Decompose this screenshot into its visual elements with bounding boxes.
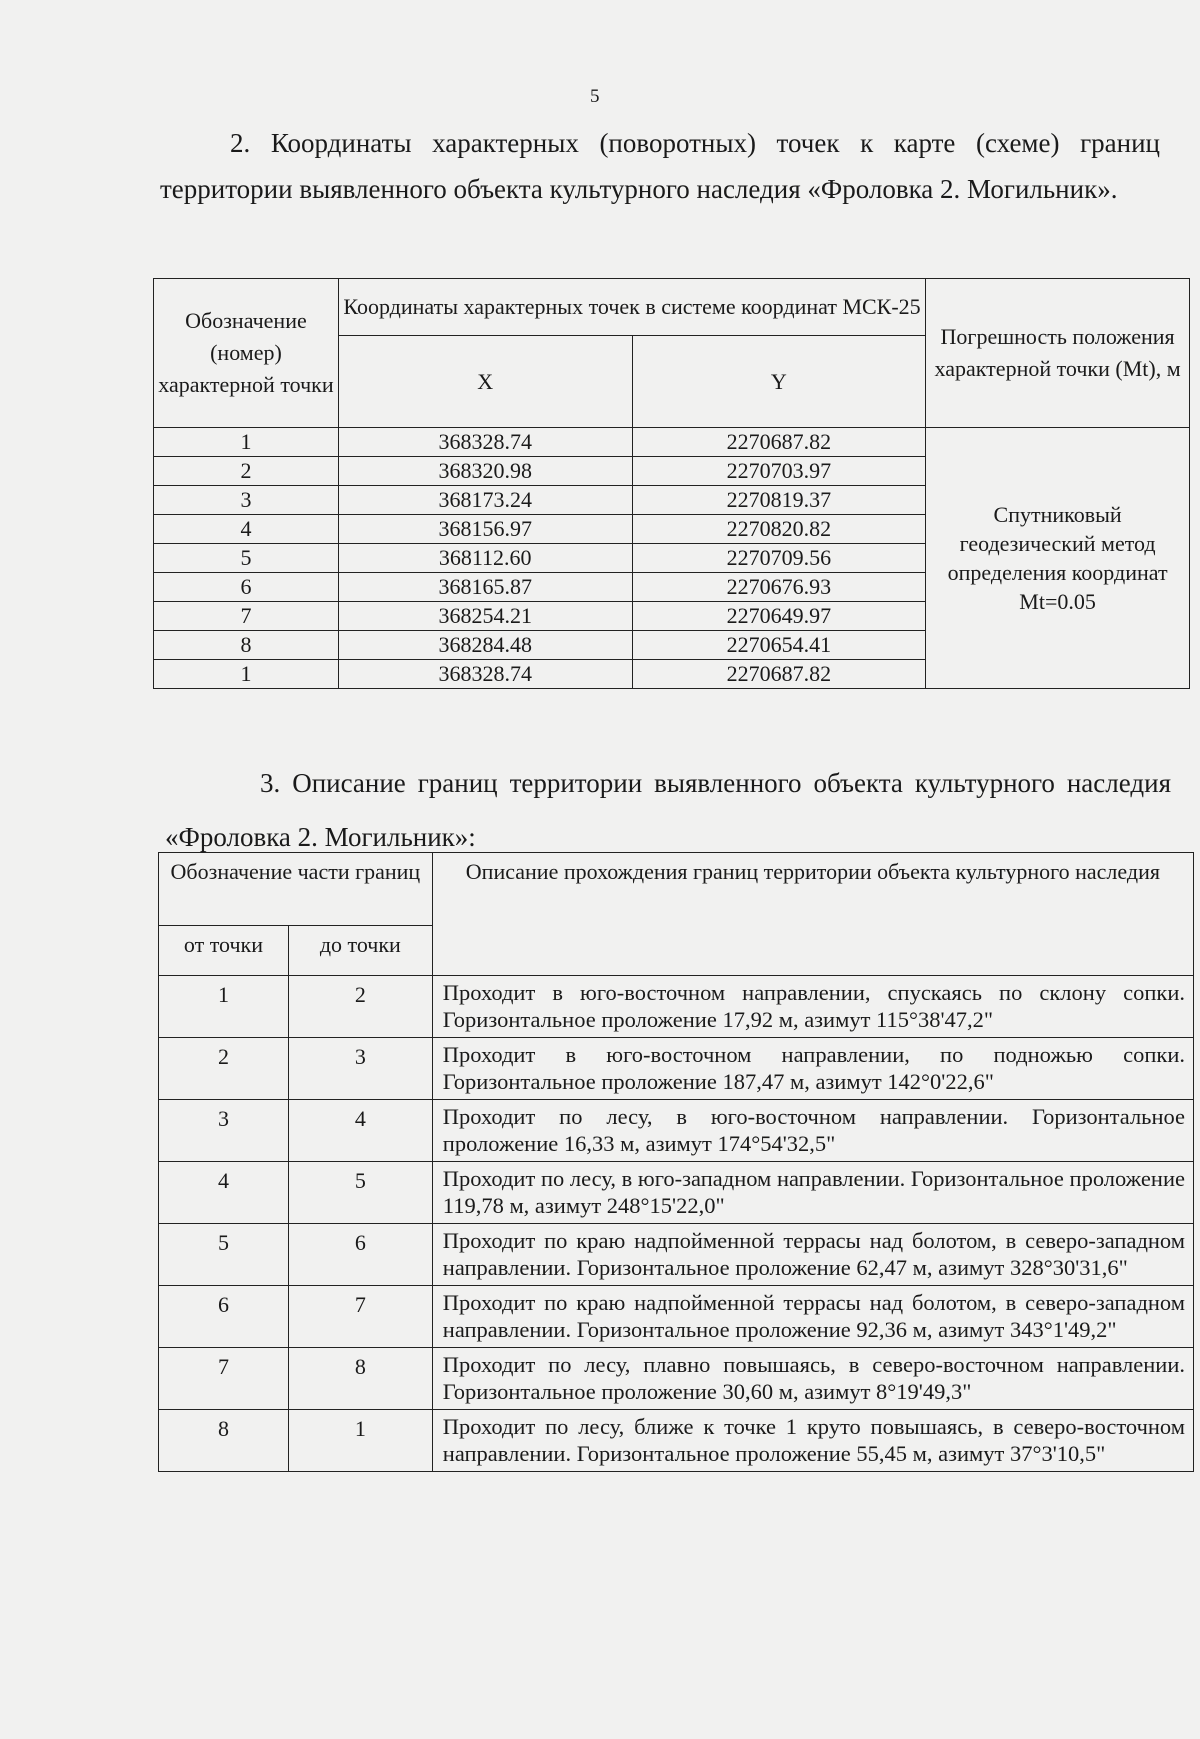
x-cell: 368328.74 <box>338 660 632 689</box>
y-cell: 2270687.82 <box>632 428 926 457</box>
y-cell: 2270820.82 <box>632 515 926 544</box>
page-number: 5 <box>590 86 600 107</box>
description-cell: Проходит по лесу, в юго-западном направлении. Горизонтальное проложение 119,78 м, азимут 248°15'22,0" <box>432 1162 1193 1224</box>
table-row <box>159 1038 1194 1100</box>
description-cell: Проходит по краю надпойменной террасы над болотом, в северо-западном направлении. Горизонтальное проложение 62,47 м, азимут 328°30'31,6" <box>432 1224 1193 1286</box>
to-point-cell: 3 <box>288 1038 432 1100</box>
header-x: X <box>338 336 632 428</box>
point-cell: 6 <box>154 573 339 602</box>
from-point-cell: 2 <box>159 1038 289 1100</box>
x-cell: 368320.98 <box>338 457 632 486</box>
table-row <box>159 1224 1194 1286</box>
x-cell: 368173.24 <box>338 486 632 515</box>
y-cell: 2270703.97 <box>632 457 926 486</box>
point-cell: 5 <box>154 544 339 573</box>
point-cell: 1 <box>154 660 339 689</box>
to-point-cell: 6 <box>288 1224 432 1286</box>
header-coordinates: Координаты характерных точек в системе координат МСК-25 <box>338 279 925 336</box>
coordinates-table <box>153 278 1190 689</box>
from-point-cell: 3 <box>159 1100 289 1162</box>
to-point-cell: 4 <box>288 1100 432 1162</box>
y-cell: 2270649.97 <box>632 602 926 631</box>
description-cell: Проходит по краю надпойменной террасы над болотом, в северо-западном направлении. Горизонтальное проложение 92,36 м, азимут 343°1'49,2" <box>432 1286 1193 1348</box>
y-cell: 2270676.93 <box>632 573 926 602</box>
header-boundary-description: Описание прохождения границ территории объекта культурного наследия <box>432 853 1193 976</box>
x-cell: 368254.21 <box>338 602 632 631</box>
table-row <box>159 1162 1194 1224</box>
table-row <box>154 428 1190 457</box>
section-2-heading: 2. Координаты характерных (поворотных) точек к карте (схеме) границ территории выявленного объекта культурного наследия «Фроловка 2. Могильник». <box>160 128 1160 204</box>
point-cell: 1 <box>154 428 339 457</box>
description-cell: Проходит в юго-восточном направлении, по подножью сопки. Горизонтальное проложение 187,47 м, азимут 142°0'22,6" <box>432 1038 1193 1100</box>
header-point-number: Обозначение (номер) характерной точки <box>154 279 339 428</box>
error-note: Спутниковый геодезический метод определения координат Mt=0.05 <box>926 428 1190 689</box>
x-cell: 368112.60 <box>338 544 632 573</box>
table-row <box>159 1286 1194 1348</box>
from-point-cell: 4 <box>159 1162 289 1224</box>
from-point-cell: 1 <box>159 976 289 1038</box>
to-point-cell: 8 <box>288 1348 432 1410</box>
point-cell: 2 <box>154 457 339 486</box>
to-point-cell: 7 <box>288 1286 432 1348</box>
from-point-cell: 8 <box>159 1410 289 1472</box>
table-row <box>159 1410 1194 1472</box>
table-row <box>159 1100 1194 1162</box>
description-cell: Проходит по лесу, плавно повышаясь, в северо-восточном направлении. Горизонтальное проложение 30,60 м, азимут 8°19'49,3" <box>432 1348 1193 1410</box>
from-point-cell: 6 <box>159 1286 289 1348</box>
header-boundary-part: Обозначение части границ <box>159 853 433 926</box>
boundary-description-table <box>158 852 1194 1472</box>
y-cell: 2270819.37 <box>632 486 926 515</box>
header-error: Погрешность положения характерной точки (Mt), м <box>926 279 1190 428</box>
x-cell: 368328.74 <box>338 428 632 457</box>
header-to-point: до точки <box>288 926 432 976</box>
description-cell: Проходит в юго-восточном направлении, спускаясь по склону сопки. Горизонтальное проложение 17,92 м, азимут 115°38'47,2" <box>432 976 1193 1038</box>
to-point-cell: 1 <box>288 1410 432 1472</box>
point-cell: 7 <box>154 602 339 631</box>
to-point-cell: 5 <box>288 1162 432 1224</box>
section-3-heading: 3. Описание границ территории выявленного объекта культурного наследия «Фроловка 2. Могильник»: <box>165 768 1171 852</box>
point-cell: 3 <box>154 486 339 515</box>
point-cell: 4 <box>154 515 339 544</box>
from-point-cell: 7 <box>159 1348 289 1410</box>
x-cell: 368156.97 <box>338 515 632 544</box>
y-cell: 2270654.41 <box>632 631 926 660</box>
header-y: Y <box>632 336 926 428</box>
y-cell: 2270687.82 <box>632 660 926 689</box>
x-cell: 368284.48 <box>338 631 632 660</box>
description-cell: Проходит по лесу, ближе к точке 1 круто повышаясь, в северо-восточном направлении. Горизонтальное проложение 55,45 м, азимут 37°3'10,5" <box>432 1410 1193 1472</box>
y-cell: 2270709.56 <box>632 544 926 573</box>
to-point-cell: 2 <box>288 976 432 1038</box>
table-row <box>159 1348 1194 1410</box>
x-cell: 368165.87 <box>338 573 632 602</box>
point-cell: 8 <box>154 631 339 660</box>
from-point-cell: 5 <box>159 1224 289 1286</box>
table-row <box>159 976 1194 1038</box>
header-from-point: от точки <box>159 926 289 976</box>
description-cell: Проходит по лесу, в юго-восточном направлении. Горизонтальное проложение 16,33 м, азимут 174°54'32,5" <box>432 1100 1193 1162</box>
